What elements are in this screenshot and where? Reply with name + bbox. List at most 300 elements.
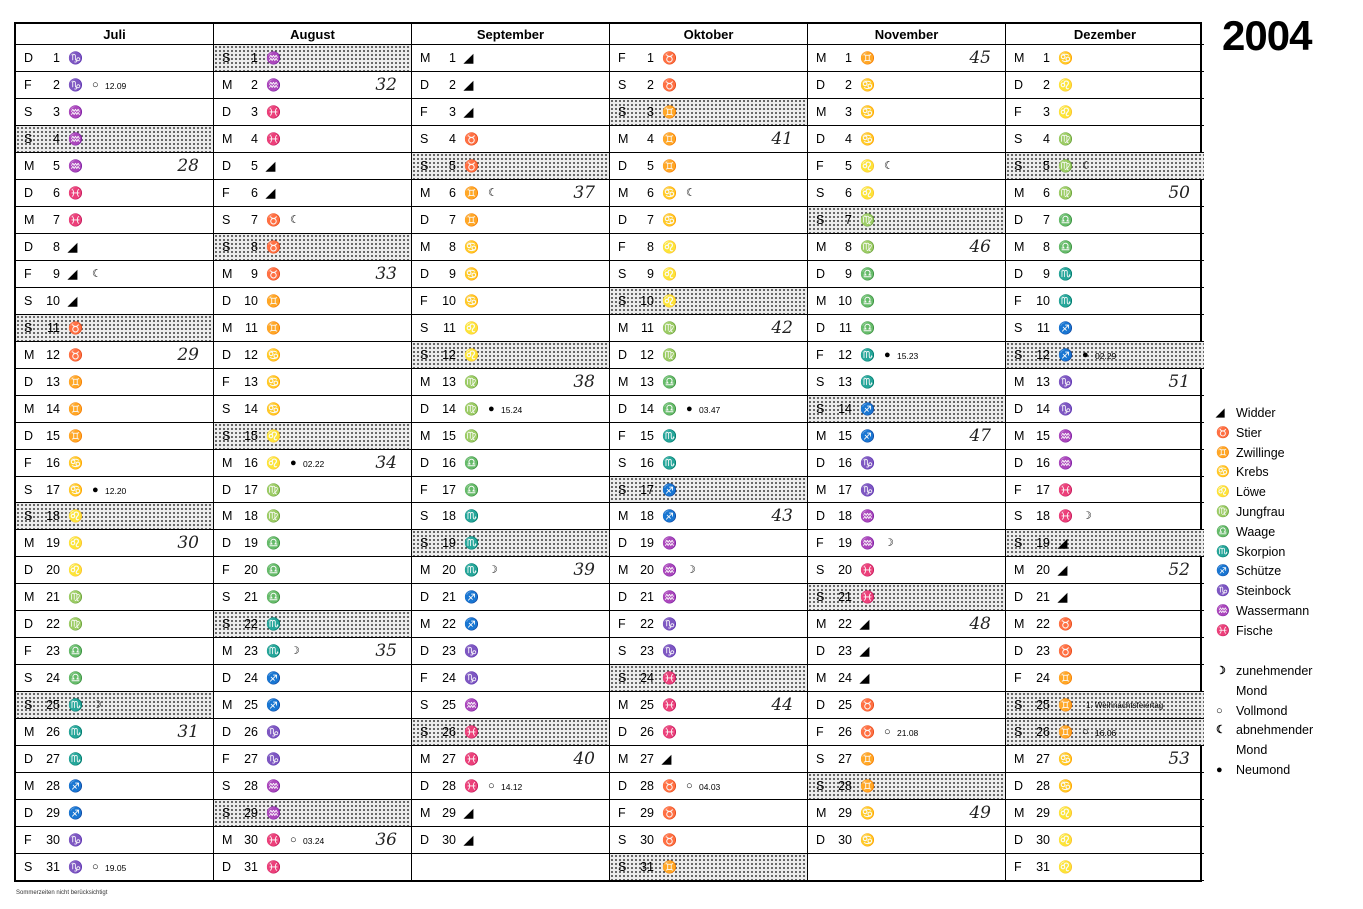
fische-icon: ♓ — [464, 725, 479, 740]
weekday-label: D — [222, 671, 232, 686]
day-row[interactable] — [1006, 827, 1204, 854]
stier-icon: ♉ — [464, 158, 479, 173]
weekday-label: F — [420, 482, 428, 497]
day-row[interactable] — [412, 45, 609, 72]
day-number: 20 — [46, 563, 60, 578]
day-row[interactable] — [214, 180, 411, 207]
day-row[interactable] — [1006, 854, 1204, 881]
day-number: 29 — [244, 806, 258, 821]
day-row[interactable] — [1006, 234, 1204, 261]
day-row[interactable] — [412, 503, 609, 530]
day-row[interactable] — [412, 557, 609, 584]
day-row[interactable] — [16, 854, 213, 881]
weekday-label: F — [222, 752, 230, 767]
day-row[interactable] — [610, 584, 807, 611]
day-row[interactable] — [412, 665, 609, 692]
day-row[interactable] — [412, 638, 609, 665]
day-row[interactable] — [1006, 45, 1204, 72]
weekday-label: D — [1014, 644, 1024, 659]
krebs-icon: ♋ — [860, 104, 875, 119]
krebs-icon: ♋ — [1216, 466, 1230, 479]
day-row[interactable] — [610, 396, 807, 423]
week-number: 32 — [375, 74, 397, 95]
day-row[interactable] — [610, 719, 807, 746]
day-row[interactable] — [1006, 746, 1204, 773]
moon-phase-time: 16.06 — [1095, 728, 1117, 739]
day-row[interactable] — [808, 207, 1005, 234]
day-row[interactable] — [610, 180, 807, 207]
day-row[interactable] — [610, 530, 807, 557]
day-number: 14 — [46, 401, 60, 416]
day-row[interactable] — [808, 99, 1005, 126]
day-row[interactable] — [214, 450, 411, 477]
day-row[interactable] — [808, 665, 1005, 692]
day-row[interactable] — [412, 611, 609, 638]
day-row[interactable] — [808, 72, 1005, 99]
day-row[interactable] — [1006, 180, 1204, 207]
day-row[interactable] — [610, 153, 807, 180]
day-row[interactable] — [214, 261, 411, 288]
day-row[interactable] — [16, 503, 213, 530]
weekday-label: D — [1014, 401, 1024, 416]
day-row[interactable] — [808, 719, 1005, 746]
day-row[interactable] — [610, 827, 807, 854]
day-row[interactable] — [1006, 692, 1204, 719]
day-number: 21 — [46, 590, 60, 605]
day-row[interactable] — [412, 450, 609, 477]
day-row[interactable] — [808, 530, 1005, 557]
moon-legend — [1216, 662, 1356, 781]
day-row[interactable] — [808, 557, 1005, 584]
weekday-label: F — [222, 185, 230, 200]
day-row[interactable] — [808, 450, 1005, 477]
day-number: 15 — [46, 428, 60, 443]
day-row[interactable] — [16, 692, 213, 719]
day-row[interactable] — [214, 665, 411, 692]
day-row[interactable] — [808, 423, 1005, 450]
zwillinge-icon: ♊ — [662, 131, 677, 146]
day-row[interactable] — [808, 503, 1005, 530]
day-row[interactable] — [1006, 342, 1204, 369]
day-row[interactable] — [214, 126, 411, 153]
day-row[interactable] — [808, 611, 1005, 638]
day-row[interactable] — [412, 207, 609, 234]
legend-label: Jungfrau — [1236, 504, 1285, 519]
day-number: 14 — [1036, 401, 1050, 416]
day-row[interactable] — [1006, 530, 1204, 557]
day-row[interactable] — [1006, 72, 1204, 99]
day-row[interactable] — [610, 611, 807, 638]
krebs-icon: ♋ — [860, 833, 875, 848]
abnehmend-moon-icon: ☾ — [884, 159, 894, 172]
day-row[interactable] — [808, 746, 1005, 773]
schuetze-icon: ♐ — [1058, 347, 1073, 362]
day-row[interactable] — [1006, 611, 1204, 638]
day-row[interactable] — [412, 423, 609, 450]
day-number: 16 — [244, 455, 258, 470]
day-row[interactable] — [808, 315, 1005, 342]
day-row[interactable] — [214, 234, 411, 261]
day-row[interactable] — [610, 503, 807, 530]
day-row[interactable] — [610, 72, 807, 99]
day-row[interactable] — [1006, 450, 1204, 477]
day-row[interactable] — [1006, 261, 1204, 288]
day-row[interactable] — [412, 153, 609, 180]
day-row[interactable] — [610, 638, 807, 665]
krebs-icon: ♋ — [860, 131, 875, 146]
day-row[interactable] — [808, 180, 1005, 207]
moon-legend-item-zunehmend — [1216, 662, 1356, 682]
day-row[interactable] — [412, 800, 609, 827]
day-row[interactable] — [610, 369, 807, 396]
day-row[interactable] — [214, 396, 411, 423]
day-row[interactable] — [16, 180, 213, 207]
day-row[interactable] — [1006, 153, 1204, 180]
day-number: 3 — [449, 104, 456, 119]
day-row[interactable] — [16, 611, 213, 638]
day-row[interactable] — [16, 99, 213, 126]
weekday-label: D — [420, 401, 430, 416]
day-row[interactable] — [1006, 719, 1204, 746]
day-row[interactable] — [412, 773, 609, 800]
day-number: 23 — [244, 644, 258, 659]
day-number: 9 — [845, 266, 852, 281]
day-row[interactable] — [16, 800, 213, 827]
waage-icon: ♎ — [68, 671, 83, 686]
weekday-label: M — [1014, 374, 1025, 389]
day-row[interactable] — [808, 800, 1005, 827]
day-number: 23 — [640, 644, 654, 659]
day-row[interactable] — [1006, 99, 1204, 126]
day-row[interactable] — [214, 692, 411, 719]
steinbock-icon: ♑ — [266, 752, 281, 767]
day-row[interactable] — [1006, 369, 1204, 396]
day-row[interactable] — [214, 99, 411, 126]
loewe-icon: ♌ — [464, 320, 479, 335]
loewe-icon: ♌ — [662, 266, 677, 281]
day-row[interactable] — [16, 827, 213, 854]
day-row[interactable] — [16, 126, 213, 153]
day-row[interactable] — [214, 800, 411, 827]
day-row[interactable] — [214, 153, 411, 180]
stier-icon: ♉ — [662, 779, 677, 794]
day-row[interactable] — [16, 773, 213, 800]
day-number: 19 — [838, 536, 852, 551]
day-number: 22 — [244, 617, 258, 632]
day-row[interactable] — [412, 288, 609, 315]
weekday-label: S — [618, 104, 627, 119]
day-row[interactable] — [1006, 126, 1204, 153]
day-row[interactable] — [610, 288, 807, 315]
day-row[interactable] — [16, 72, 213, 99]
day-row[interactable] — [412, 692, 609, 719]
day-row[interactable] — [808, 369, 1005, 396]
day-row[interactable] — [808, 396, 1005, 423]
day-row[interactable] — [1006, 315, 1204, 342]
day-row[interactable] — [412, 530, 609, 557]
day-row[interactable] — [1006, 665, 1204, 692]
skorpion-icon: ♏ — [464, 536, 479, 551]
day-row[interactable] — [214, 72, 411, 99]
neumond-moon-icon: ● — [884, 348, 891, 361]
day-row[interactable] — [16, 315, 213, 342]
day-row[interactable] — [610, 665, 807, 692]
weekday-label: D — [1014, 590, 1024, 605]
day-row[interactable] — [214, 584, 411, 611]
waage-icon: ♎ — [464, 455, 479, 470]
day-row[interactable] — [16, 369, 213, 396]
day-row[interactable] — [412, 746, 609, 773]
day-row[interactable] — [16, 450, 213, 477]
weekday-label: M — [618, 698, 629, 713]
day-row[interactable] — [16, 719, 213, 746]
month-header: Oktober — [610, 24, 807, 45]
day-row[interactable] — [610, 450, 807, 477]
zunehmend-moon-icon: ☽ — [884, 537, 894, 550]
weekday-label: F — [420, 104, 428, 119]
day-row[interactable] — [1006, 396, 1204, 423]
stier-icon: ♉ — [464, 131, 479, 146]
moon-phase-time: 04.03 — [699, 782, 721, 793]
skorpion-icon: ♏ — [1058, 266, 1073, 281]
day-row[interactable] — [16, 557, 213, 584]
day-row[interactable] — [16, 638, 213, 665]
wassermann-icon: ♒ — [68, 131, 83, 146]
day-row[interactable] — [412, 369, 609, 396]
day-number: 6 — [1043, 185, 1050, 200]
vollmond-moon-icon: ○ — [1082, 726, 1089, 739]
day-number: 30 — [640, 833, 654, 848]
day-row[interactable] — [610, 800, 807, 827]
day-row[interactable] — [412, 234, 609, 261]
day-row[interactable] — [214, 207, 411, 234]
day-number: 2 — [647, 77, 654, 92]
day-number: 30 — [442, 833, 456, 848]
weekday-label: D — [816, 455, 826, 470]
day-number: 11 — [47, 320, 60, 335]
skorpion-icon: ♏ — [464, 509, 479, 524]
weekday-label: D — [222, 293, 232, 308]
waage-icon: ♎ — [1216, 525, 1230, 538]
day-row[interactable] — [610, 315, 807, 342]
weekday-label: M — [24, 347, 35, 362]
zwillinge-icon: ♊ — [662, 158, 677, 173]
day-row[interactable] — [16, 396, 213, 423]
day-row[interactable] — [16, 153, 213, 180]
day-row[interactable] — [214, 45, 411, 72]
day-row[interactable] — [1006, 477, 1204, 504]
moon-phase-time: 02.29 — [1095, 350, 1117, 361]
day-row[interactable] — [16, 207, 213, 234]
day-row[interactable] — [808, 153, 1005, 180]
day-row[interactable] — [214, 369, 411, 396]
day-row[interactable] — [1006, 423, 1204, 450]
day-number: 22 — [838, 617, 852, 632]
day-row[interactable] — [412, 827, 609, 854]
day-row[interactable] — [610, 746, 807, 773]
day-number: 22 — [46, 617, 60, 632]
day-row[interactable] — [214, 854, 411, 881]
day-row[interactable] — [16, 530, 213, 557]
day-row[interactable] — [610, 557, 807, 584]
day-row[interactable] — [610, 126, 807, 153]
wassermann-icon: ♒ — [662, 536, 677, 551]
day-row[interactable] — [16, 665, 213, 692]
neumond-moon-icon: ● — [686, 402, 693, 415]
weekday-label: M — [618, 185, 629, 200]
day-row[interactable] — [16, 746, 213, 773]
day-row[interactable] — [412, 315, 609, 342]
widder-icon: ◢ — [860, 617, 870, 632]
day-row[interactable] — [610, 773, 807, 800]
day-row[interactable] — [610, 261, 807, 288]
day-row[interactable] — [412, 261, 609, 288]
day-row[interactable] — [610, 342, 807, 369]
day-row[interactable] — [214, 503, 411, 530]
weekday-label: S — [222, 51, 231, 65]
skorpion-icon: ♏ — [464, 563, 479, 578]
fische-icon: ♓ — [662, 698, 677, 713]
weekday-label: S — [222, 617, 231, 632]
weekday-label: M — [618, 374, 629, 389]
day-row[interactable] — [16, 342, 213, 369]
day-row[interactable] — [1006, 503, 1204, 530]
day-row[interactable] — [214, 288, 411, 315]
day-row[interactable] — [1006, 207, 1204, 234]
zwillinge-icon: ♊ — [860, 752, 875, 767]
day-row[interactable] — [610, 99, 807, 126]
day-number: 2 — [1043, 77, 1050, 92]
day-row[interactable] — [1006, 638, 1204, 665]
weekday-label: S — [1014, 725, 1023, 740]
loewe-icon: ♌ — [1058, 860, 1073, 875]
day-row[interactable] — [610, 45, 807, 72]
vollmond-moon-icon: ○ — [290, 834, 297, 847]
day-row[interactable] — [16, 288, 213, 315]
day-row[interactable] — [16, 423, 213, 450]
day-row[interactable] — [412, 477, 609, 504]
day-number: 15 — [838, 428, 852, 443]
day-row[interactable] — [808, 773, 1005, 800]
zwillinge-icon: ♊ — [266, 293, 281, 308]
day-row[interactable] — [214, 746, 411, 773]
weekday-label: D — [24, 563, 34, 578]
day-row[interactable] — [214, 773, 411, 800]
day-row[interactable] — [610, 234, 807, 261]
day-row[interactable] — [214, 530, 411, 557]
day-row[interactable] — [1006, 288, 1204, 315]
waage-icon: ♎ — [266, 563, 281, 578]
day-number: 14 — [640, 401, 654, 416]
day-number: 20 — [838, 563, 852, 578]
day-row[interactable] — [808, 827, 1005, 854]
day-row[interactable] — [412, 396, 609, 423]
day-row[interactable] — [610, 207, 807, 234]
weekday-label: S — [222, 779, 231, 794]
day-row[interactable] — [412, 719, 609, 746]
day-row[interactable] — [16, 234, 213, 261]
day-row[interactable] — [214, 638, 411, 665]
day-row[interactable] — [412, 99, 609, 126]
weekday-label: S — [816, 185, 825, 200]
day-number: 19 — [46, 536, 60, 551]
weekday-label: D — [1014, 212, 1024, 227]
day-row[interactable] — [16, 477, 213, 504]
day-number: 27 — [442, 752, 456, 767]
day-row[interactable] — [808, 234, 1005, 261]
day-row[interactable] — [610, 423, 807, 450]
day-row[interactable] — [214, 342, 411, 369]
day-row[interactable] — [1006, 584, 1204, 611]
day-row[interactable] — [808, 584, 1005, 611]
day-row[interactable] — [16, 584, 213, 611]
weekday-label: S — [816, 401, 825, 416]
wassermann-icon: ♒ — [68, 104, 83, 119]
day-row[interactable] — [610, 477, 807, 504]
weekday-label: D — [24, 51, 34, 65]
day-row[interactable] — [412, 180, 609, 207]
day-row[interactable] — [412, 584, 609, 611]
day-row[interactable] — [214, 827, 411, 854]
day-number: 3 — [53, 104, 60, 119]
day-row[interactable] — [808, 692, 1005, 719]
day-number: 25 — [640, 698, 654, 713]
day-row[interactable] — [214, 315, 411, 342]
day-number: 7 — [251, 212, 258, 227]
day-row[interactable] — [610, 692, 807, 719]
day-row[interactable] — [610, 854, 807, 881]
widder-icon: ◢ — [68, 266, 78, 281]
day-row[interactable] — [16, 45, 213, 72]
day-row[interactable] — [808, 45, 1005, 72]
widder-icon: ◢ — [860, 644, 870, 659]
day-number: 10 — [244, 293, 258, 308]
weekday-label: D — [1014, 779, 1024, 794]
day-row[interactable] — [808, 261, 1005, 288]
day-row[interactable] — [412, 126, 609, 153]
day-row[interactable] — [214, 477, 411, 504]
day-number: 8 — [449, 239, 456, 254]
day-row[interactable] — [412, 342, 609, 369]
widder-icon: ◢ — [266, 158, 276, 173]
schuetze-icon: ♐ — [464, 617, 479, 632]
weekday-label: F — [816, 725, 824, 740]
day-row[interactable] — [808, 477, 1005, 504]
day-row[interactable] — [808, 342, 1005, 369]
day-row[interactable] — [808, 126, 1005, 153]
weekday-label: F — [24, 833, 32, 848]
weekday-label: D — [420, 644, 430, 659]
abnehmend-moon-icon: ☾ — [1082, 159, 1092, 172]
day-row[interactable] — [808, 638, 1005, 665]
day-row[interactable] — [808, 288, 1005, 315]
weekday-label: D — [618, 212, 628, 227]
day-row[interactable] — [1006, 773, 1204, 800]
day-row[interactable] — [16, 261, 213, 288]
day-number: 4 — [647, 131, 654, 146]
day-row[interactable] — [1006, 557, 1204, 584]
weekday-label: D — [816, 644, 826, 659]
wassermann-icon: ♒ — [1058, 428, 1073, 443]
week-number: 38 — [573, 371, 595, 392]
day-row[interactable] — [214, 719, 411, 746]
day-row[interactable] — [214, 423, 411, 450]
weekday-label: S — [24, 482, 33, 497]
day-row[interactable] — [412, 72, 609, 99]
day-row[interactable] — [1006, 800, 1204, 827]
day-row[interactable] — [214, 557, 411, 584]
day-row[interactable] — [214, 611, 411, 638]
